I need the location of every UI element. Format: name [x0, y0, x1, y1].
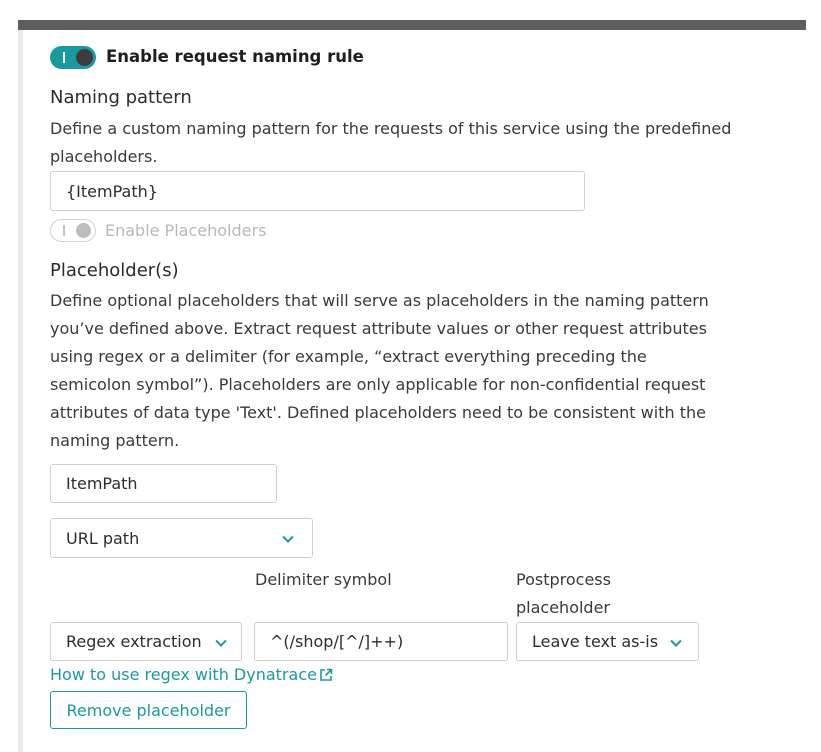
chevron-down-icon	[282, 532, 293, 543]
placeholders-description: Define optional placeholders that will serve as placeholders in the naming pattern you’ve defined above. Extract request attribute values or other request attributes using regex or a delimiter (for example, “extract everything preceding the semicolon symbol”). Placeholders are only applicable for non-confidential request attributes of data type 'Text'. Defined placeholders need to be consistent with the naming pattern.	[50, 291, 709, 450]
remove-placeholder-button[interactable]: Remove placeholder	[50, 691, 247, 729]
placeholders-toggle-label: Enable Placeholders	[105, 221, 267, 240]
naming-pattern-input[interactable]	[50, 171, 585, 211]
naming-pattern-heading: Naming pattern	[50, 87, 192, 108]
source-select-value: URL path	[66, 528, 140, 548]
regex-help-link[interactable]	[50, 665, 333, 684]
regex-help-link-text: How to use regex with Dynatrace	[50, 665, 317, 684]
left-rail	[18, 30, 23, 752]
extraction-select[interactable]	[50, 622, 242, 661]
extraction-select-value: Regex extraction	[66, 632, 202, 651]
source-select[interactable]	[50, 518, 313, 558]
toggle-knob-icon	[76, 49, 93, 66]
chevron-down-icon	[215, 635, 226, 646]
delimiter-input[interactable]	[254, 622, 508, 661]
toggle-on-indicator-icon	[63, 52, 65, 63]
placeholders-toggle[interactable]	[50, 219, 96, 242]
request-naming-toggle[interactable]	[50, 46, 96, 69]
postprocess-label: Postprocess placeholder	[516, 570, 611, 617]
postprocess-select-value: Leave text as-is	[532, 632, 659, 651]
postprocess-select[interactable]	[516, 622, 699, 661]
placeholder-name-input[interactable]	[50, 464, 277, 503]
delimiter-symbol-label: Delimiter symbol	[255, 570, 392, 589]
external-link-icon	[319, 668, 333, 682]
chevron-down-icon	[670, 635, 681, 646]
toggle-off-indicator-icon	[63, 225, 65, 236]
request-naming-toggle-label: Enable request naming rule	[106, 47, 364, 66]
naming-pattern-description: Define a custom naming pattern for the requests of this service using the predefined placeholders.	[50, 119, 732, 166]
top-bar	[18, 20, 806, 30]
placeholders-heading: Placeholder(s)	[50, 260, 179, 281]
toggle-knob-icon	[76, 223, 91, 238]
